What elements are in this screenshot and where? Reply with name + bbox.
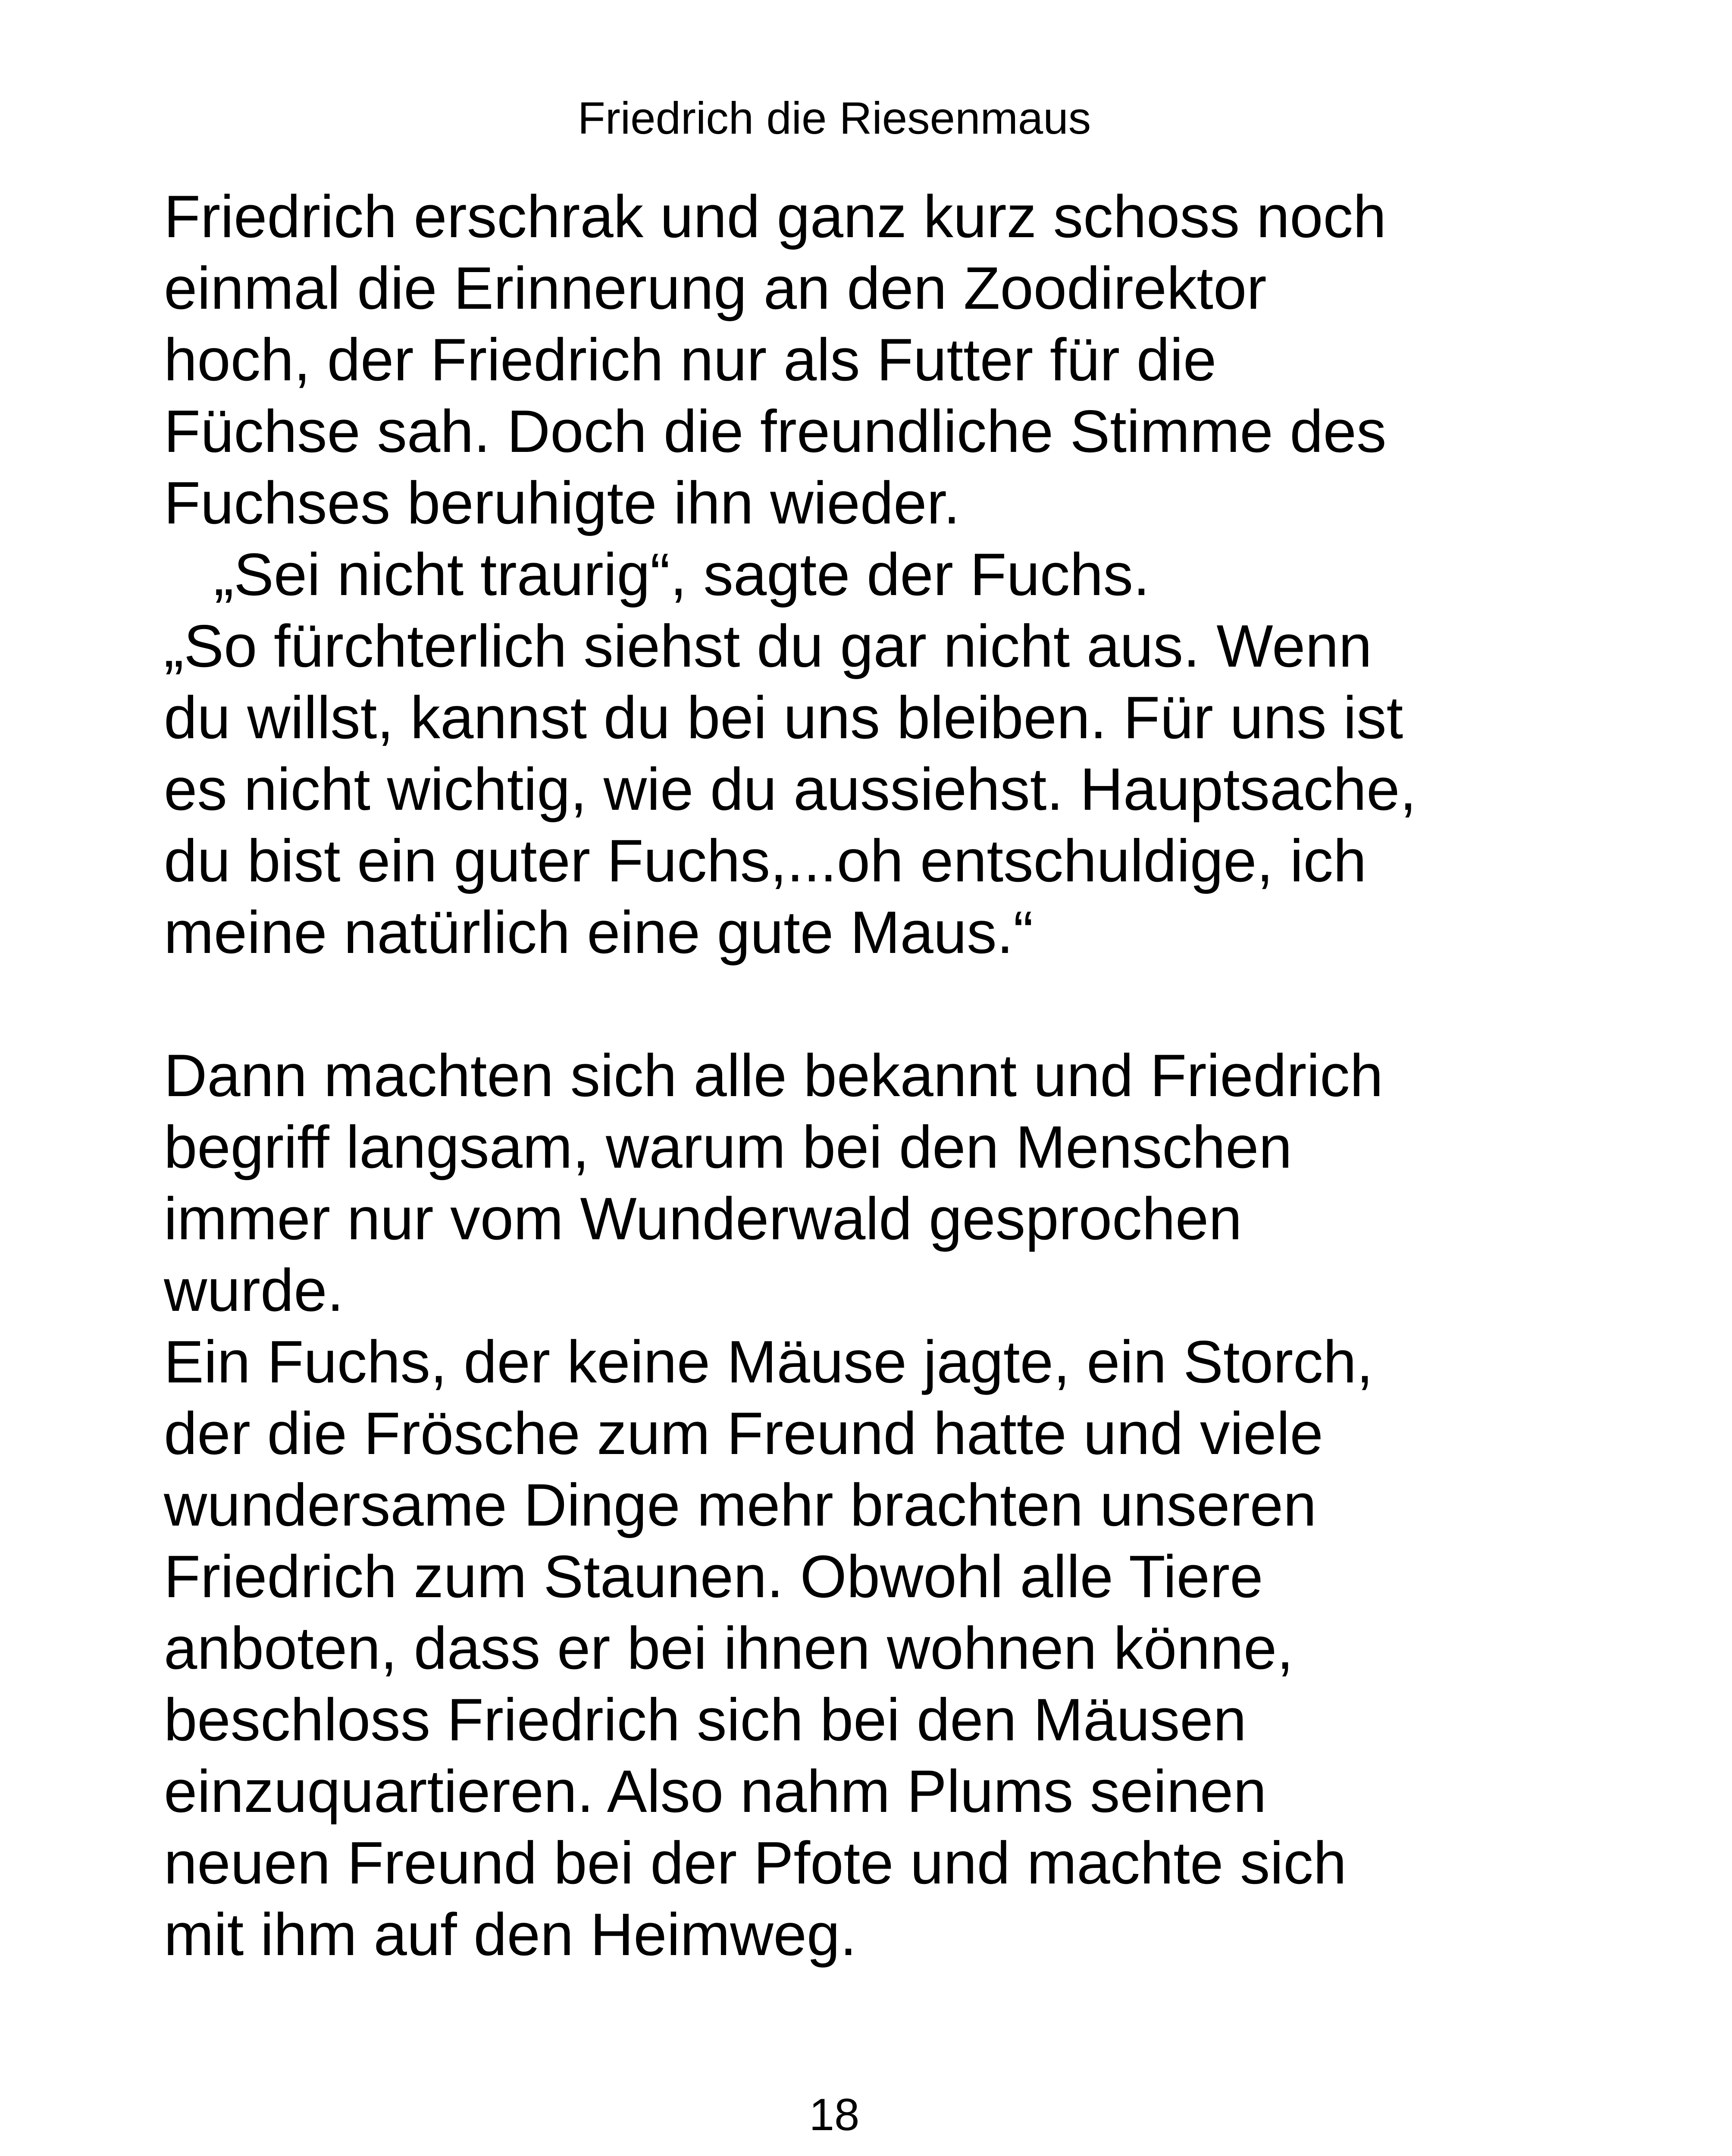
text-line: wurde. — [164, 1257, 344, 1324]
text-line: beschloss Friedrich sich bei den Mäusen — [164, 1686, 1247, 1753]
text-line: du willst, kannst du bei uns bleiben. Für uns ist — [164, 684, 1403, 751]
text-line: „So fürchterlich siehst du gar nicht aus. Wenn — [164, 613, 1372, 680]
text-line: hoch, der Friedrich nur als Futter für die — [164, 326, 1217, 393]
text-line: du bist ein guter Fuchs,...oh entschuldige, ich — [164, 827, 1367, 894]
text-line: der die Frösche zum Freund hatte und viele — [164, 1400, 1323, 1467]
text-line: Friedrich zum Staunen. Obwohl alle Tiere — [164, 1543, 1263, 1610]
text-line: einzuquartieren. Also nahm Plums seinen — [164, 1758, 1267, 1825]
text-line: anboten, dass er bei ihnen wohnen könne, — [164, 1615, 1294, 1682]
running-header: Friedrich die Riesenmaus — [577, 93, 1091, 144]
text-line: mit ihm auf den Heimweg. — [164, 1901, 857, 1968]
text-line: Friedrich erschrak und ganz kurz schoss noch — [164, 183, 1387, 250]
text-line: meine natürlich eine gute Maus.“ — [164, 899, 1034, 966]
text-line: Ein Fuchs, der keine Mäuse jagte, ein Storch, — [164, 1329, 1373, 1395]
text-line: einmal die Erinnerung an den Zoodirektor — [164, 255, 1267, 322]
body-text — [164, 181, 1630, 1971]
text-line: immer nur vom Wunderwald gesprochen — [164, 1185, 1242, 1252]
text-line: „Sei nicht traurig“, sagte der Fuchs. — [164, 541, 1150, 608]
text-line: Füchse sah. Doch die freundliche Stimme des — [164, 398, 1387, 465]
text-line: wundersame Dinge mehr brachten unseren — [164, 1472, 1317, 1539]
page-number: 18 — [809, 2090, 860, 2140]
text-line: Dann machten sich alle bekannt und Friedrich — [164, 1042, 1383, 1109]
text-line: Fuchses beruhigte ihn wieder. — [164, 470, 960, 536]
text-line: neuen Freund bei der Pfote und machte sich — [164, 1830, 1347, 1896]
text-line: begriff langsam, warum bei den Menschen — [164, 1114, 1292, 1181]
text-line: es nicht wichtig, wie du aussiehst. Hauptsache, — [164, 756, 1417, 823]
paragraph-gap — [164, 968, 1630, 1040]
